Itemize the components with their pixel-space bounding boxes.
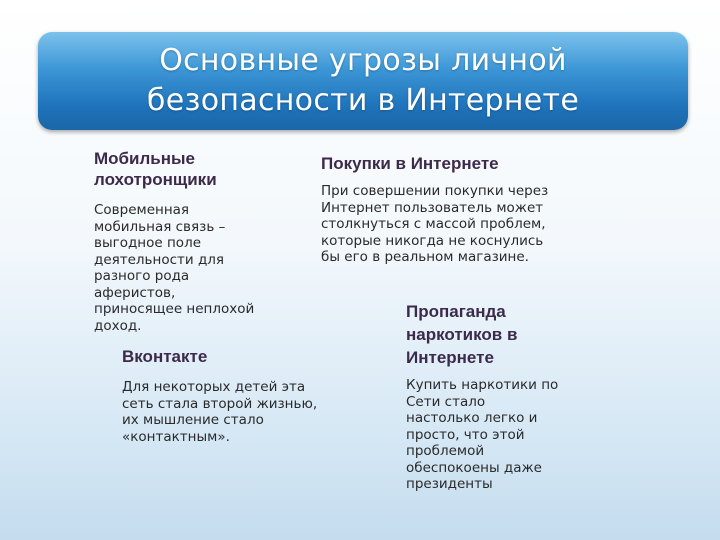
section-drugs-heading — [406, 300, 586, 369]
section-vkontakte-body — [122, 379, 342, 445]
section-shopping-heading: Покупки в Интернете — [321, 154, 499, 173]
section-mobile-body-line: разного рода — [94, 268, 190, 284]
section-drugs-heading-line: Пропаганда — [406, 302, 506, 321]
section-mobile-heading-line-2: лохотронщики — [94, 170, 217, 189]
slide-title-line-2: безопасности в Интернете — [146, 83, 580, 118]
section-vkontakte-body-line: сеть стала второй жизнью, — [122, 395, 318, 412]
section-drugs-body-line: Сети стало — [406, 393, 486, 410]
section-mobile-heading-line-1: Мобильные — [94, 149, 195, 168]
section-drugs-body-line: просто, что этой — [406, 426, 525, 443]
section-shopping-body-line: Интернет пользователь может — [321, 199, 544, 216]
section-mobile-body-line: приносящее неплохой — [94, 301, 255, 317]
section-drugs-heading-line: наркотиков в — [406, 325, 518, 344]
section-mobile-body — [94, 202, 304, 334]
section-vkontakte-body-line: «контактным». — [122, 428, 230, 445]
section-shopping-body-line: бы его в реальном магазине. — [321, 249, 529, 265]
section-mobile-body-line: мобильная связь – — [94, 218, 226, 235]
section-mobile-body-line: аферистов, — [94, 284, 176, 301]
section-drugs-body — [406, 377, 586, 493]
section-vkontakte — [122, 346, 342, 445]
section-vkontakte-body-line: их мышление стало — [122, 412, 264, 428]
slide-title-banner — [38, 32, 688, 130]
section-mobile-body-line: деятельности для — [94, 251, 225, 268]
slide-title-line-1: Основные угрозы личной — [159, 43, 567, 78]
section-drugs-body-line: президенты — [406, 476, 493, 492]
section-drugs-body-line: проблемой — [406, 443, 485, 459]
section-shopping-body-line: столкнуться с массой проблем, — [321, 216, 546, 232]
section-vkontakte-body-line: Для некоторых детей эта — [122, 379, 306, 395]
section-vkontakte-heading: Вконтакте — [122, 347, 208, 366]
section-shopping-body-line: При совершении покупки через — [321, 183, 549, 199]
section-drugs-body-line: настолько легко и — [406, 410, 538, 426]
section-mobile-body-line: выгодное поле — [94, 235, 202, 251]
section-mobile-body-line: доход. — [94, 317, 142, 334]
section-drugs-body-line: обеспокоены даже — [406, 459, 542, 476]
section-shopping-body-line: которые никогда не коснулись — [321, 232, 544, 249]
section-drugs-heading-line: Интернете — [406, 348, 494, 367]
section-shopping-body — [321, 183, 581, 266]
section-mobile-heading — [94, 148, 304, 190]
section-drugs-body-line: Купить наркотики по — [406, 377, 559, 393]
section-mobile-body-line: Современная — [94, 202, 190, 218]
section-drug-propaganda — [406, 300, 586, 493]
section-internet-shopping — [321, 153, 581, 266]
section-mobile-scammers — [94, 148, 304, 334]
